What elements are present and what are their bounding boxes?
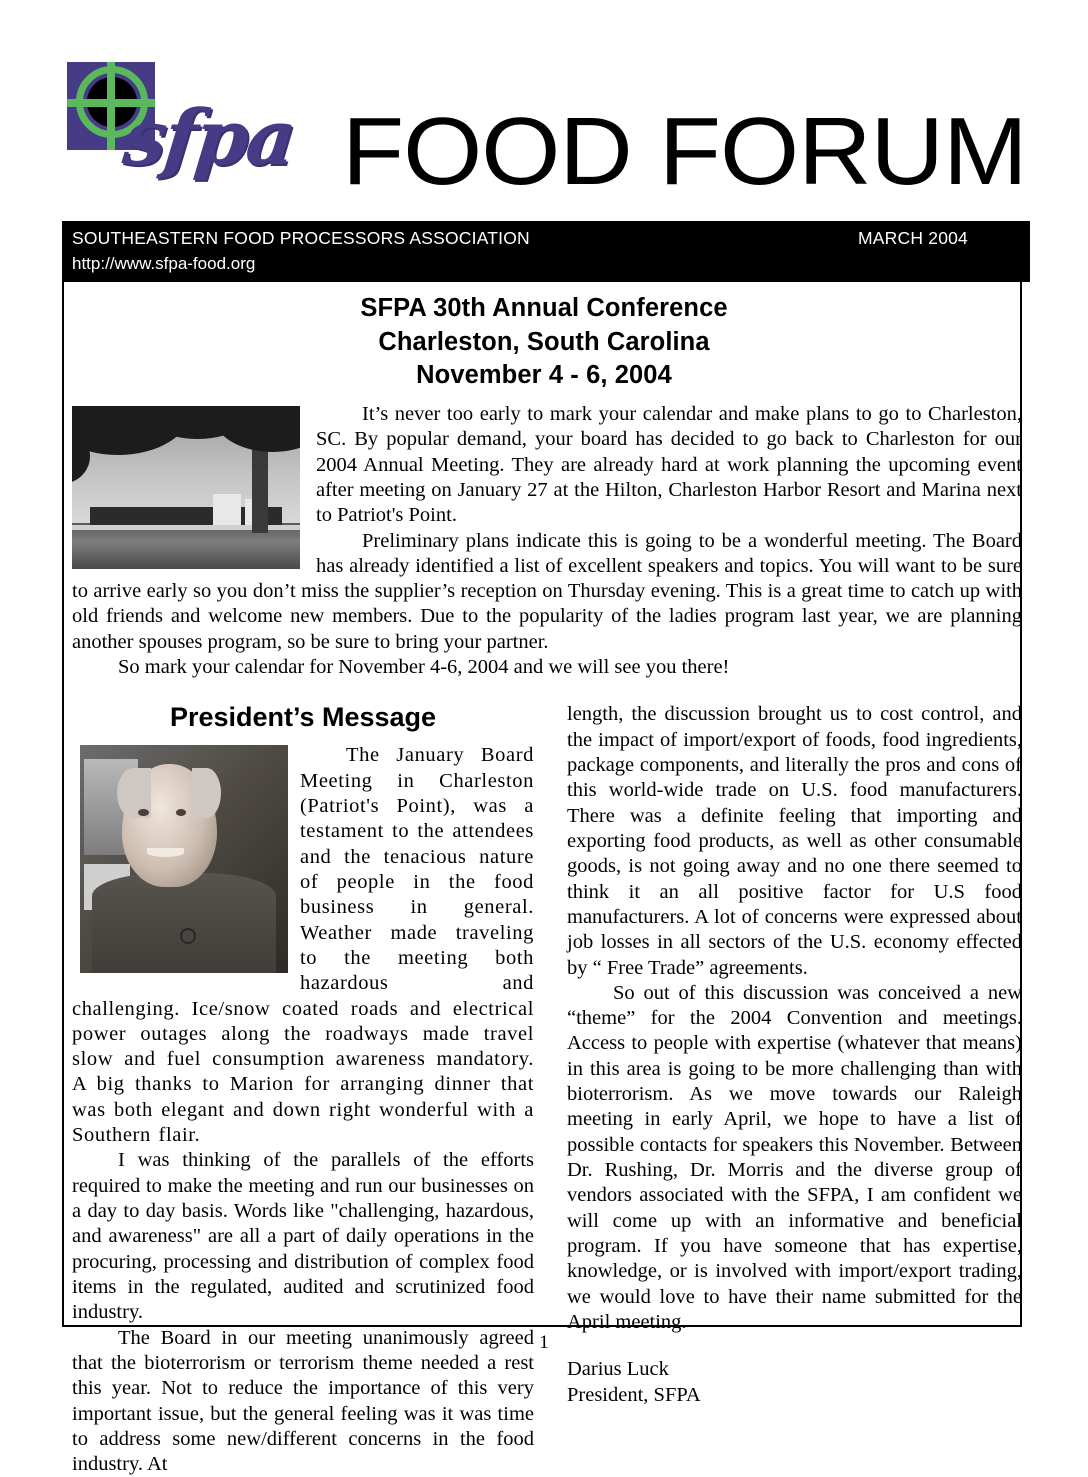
conference-heading-line1: SFPA 30th Annual Conference — [360, 294, 728, 322]
conference-paragraph-1: It’s never too early to mark your calendar and make plans to go to Charleston, SC. By popular demand, your board has decided to go back to Charleston for our 2004 Annual Meeting. They are already hard at work planning the upcoming event after meeting on January 27 at the Hilton, Charleston Harbor Resort and Marina next to Patriot's Point. — [316, 402, 1022, 527]
page-number: 1 — [539, 1332, 549, 1353]
conference-paragraph-3: So mark your calendar for November 4-6, 2004 and we will see you there! — [118, 656, 730, 679]
conference-heading — [72, 292, 1022, 393]
right-column-text — [567, 702, 1022, 1407]
issue-date: MARCH 2004 — [858, 228, 968, 248]
portrait-eye-left — [138, 809, 148, 816]
logo-corner-notch-icon — [67, 62, 81, 76]
right-column — [567, 702, 1022, 1407]
newsletter-title: FOOD FORUM — [342, 98, 1027, 205]
conference-heading-line3: November 4 - 6, 2004 — [416, 361, 672, 390]
presidents-message-section — [72, 702, 1022, 1477]
conference-paragraph-2: Preliminary plans indicate this is going to be a wonderful meeting. The Board has already identified a list of excellent speakers and topics. You will want to be sure to arrive early so you don’t miss the supplier’s reception on Thursday evening. This is a great time to catch up with old friends and welcome new members. Due to the popularity of the ladies program last year, we are planning another spouses program, so be sure to bring your partner. — [72, 529, 1022, 653]
conference-heading-line2: Charleston, South Carolina — [378, 327, 710, 356]
sfpa-wordmark: sfpa — [119, 93, 299, 182]
left-column-text — [72, 743, 534, 1477]
photo-building — [213, 494, 240, 527]
portrait-torso — [92, 873, 275, 973]
right-paragraph-2: So out of this discussion was conceived a new “theme” for the 2004 Convention and meetings. Access to people with expertise (whatever that means) in this area is going to be more challenging than with bioterrorism. As we move towards our Raleigh meeting in early April, we hope to have a list of possible contacts for speakers this November. Between Dr. Rushing, Dr. Morris and the diverse group of vendors associated with the SFPA, I am confident we will come up with an informative and beneficial program. If you have someone that has expertise, knowledge, or is involved with import/export trading, we would love to have their name submitted for the April meeting. — [567, 981, 1022, 1333]
left-paragraph-1: The January Board Meeting in Charleston (Patriot's Point), was a testament to the attendees and the tenacious nature of people in the food business in general. Weather made traveling to the meeting both hazardous and challenging. Ice/snow coated roads and electrical power outages along the roadways made travel slow and fuel consumption awareness mandatory. A big thanks to Marion for arranging dinner that was both elegant and down right wonderful with a Southern flair. — [72, 744, 534, 1147]
sfpa-logo — [62, 62, 317, 187]
signature-title: President, SFPA — [567, 1383, 701, 1406]
charleston-waterfront-photo — [72, 406, 300, 569]
signature-block — [567, 1357, 1022, 1408]
masthead — [62, 52, 1026, 220]
right-paragraph-1: length, the discussion brought us to cost control, and the impact of import/export of foods, food ingredients, package components, and literally the pros and cons of this world-wide trade on U.S. food manufacturers. There was a definite feeling that importing and exporting food products, as well as other consumable goods, is not going away and no one there seemed to think it an all positive factor for U.S food manufacturers. A lot of concerns were expressed about job losses in all sectors of the U.S. economy effected by “ Free Trade” agreements. — [567, 703, 1022, 979]
content-area — [72, 292, 1022, 1477]
left-column — [72, 702, 534, 1477]
left-paragraph-3: The Board in our meeting unanimously agreed that the bioterrorism or terrorism theme needed a rest this year. Not to reduce the importance of this very important issue, but the general feeling was it was time to address some new/different concerns in the food industry. At — [72, 1326, 534, 1476]
logo-corner-notch-icon — [67, 136, 81, 150]
association-name: SOUTHEASTERN FOOD PROCESSORS ASSOCIATION — [72, 228, 530, 248]
president-portrait-photo — [80, 745, 288, 973]
signature-name: Darius Luck — [567, 1358, 669, 1381]
association-website[interactable]: http://www.sfpa-food.org — [72, 254, 256, 273]
presidents-message-heading: President’s Message — [169, 702, 437, 733]
portrait-smile — [147, 848, 184, 857]
portrait-eye-right — [176, 809, 186, 816]
portrait-sweater-logo — [180, 928, 196, 944]
conference-article — [72, 402, 1022, 680]
left-paragraph-2: I was thinking of the parallels of the efforts required to make the meeting and run our businesses on a day to day basis. Words like "challenging, hazardous, and awareness" are all a part of daily operations in the procuring, processing and distribution of complex food items in the regulated, audited and scrutinized food industry. — [72, 1149, 534, 1324]
logo-corner-notch-icon — [141, 62, 155, 76]
photo-palm-trunk — [252, 439, 268, 534]
logo-crosshair-vertical-icon — [107, 62, 115, 150]
